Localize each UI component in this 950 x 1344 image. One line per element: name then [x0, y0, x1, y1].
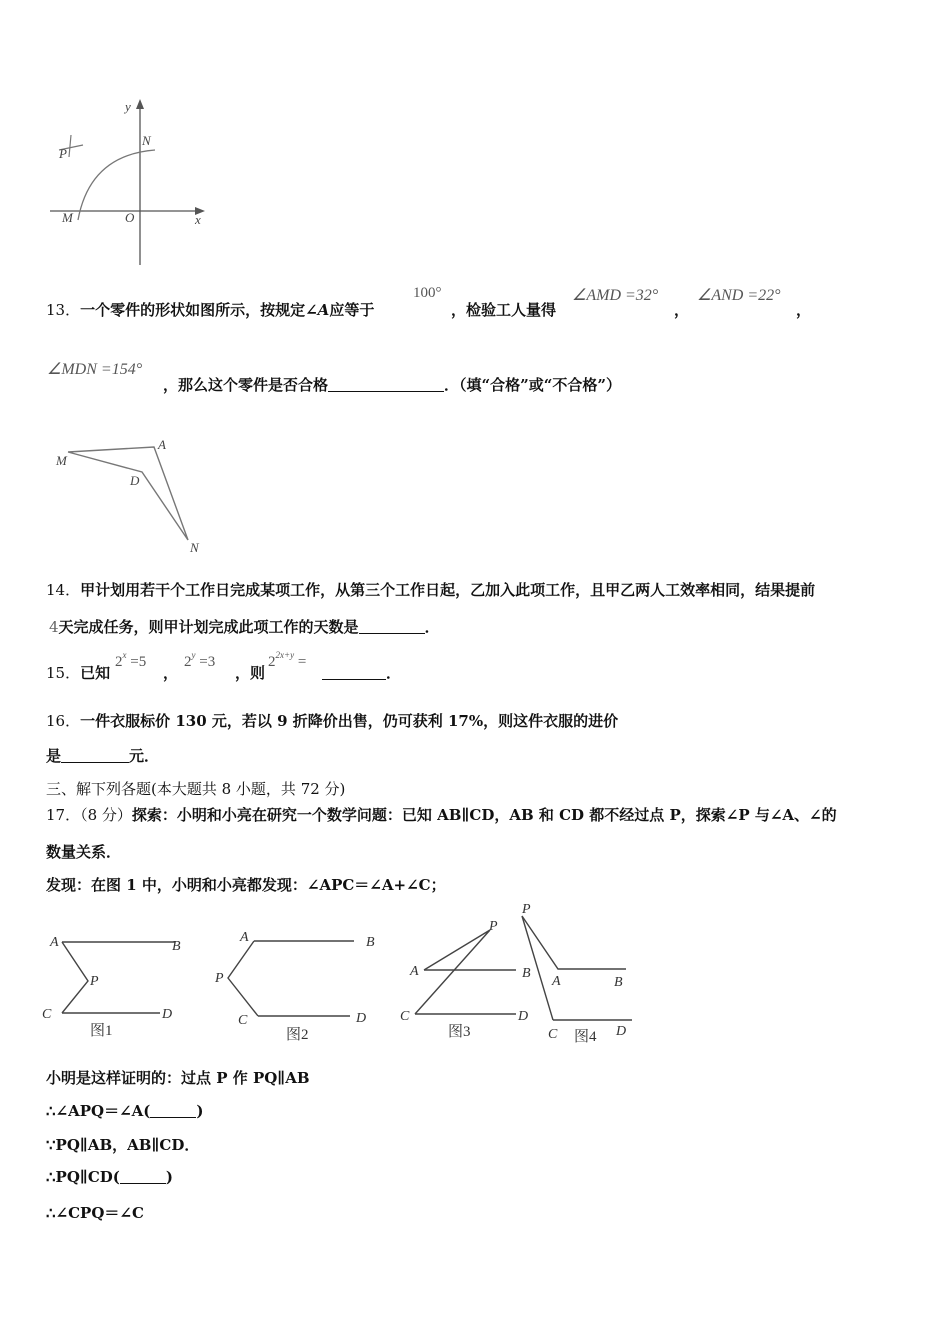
q17-proof2: ∴∠APQ＝∠A( ) [46, 1102, 204, 1120]
label-m: M [56, 453, 67, 468]
q15-expr1: $2^x =5$ [115, 650, 147, 670]
q17-text3: 发现：在图 1 中，小明和小亮都发现：∠APC＝∠A+∠C； [46, 876, 446, 894]
q13-line1 [46, 299, 374, 320]
q13-measure-and: ∠AND =22° [697, 287, 781, 304]
fig3-label-a: A [410, 964, 419, 979]
q13-measure-mdn: ∠MDN =154° [47, 361, 143, 378]
proof2-blank[interactable] [150, 1102, 196, 1118]
q16-line2 [46, 745, 159, 766]
label-y: y [125, 99, 131, 114]
q13-text2: 应等于 [329, 301, 375, 319]
fig3-label-c: C [400, 1009, 410, 1024]
q13-line2 [163, 374, 621, 395]
q17-proof4: ∴PQ∥CD( ) [46, 1168, 173, 1186]
fig1-label-c: C [42, 1007, 52, 1022]
q15-expr2: $2^y =3$ [184, 650, 216, 670]
fig1-label-d: D [162, 1007, 173, 1022]
q17-proof1: 小明是这样证明的：过点 P 作 PQ∥AB [46, 1069, 310, 1087]
q13-angle-required: 100° [413, 285, 442, 301]
fig4-caption: 图4 [574, 1029, 597, 1045]
q16-answer-blank[interactable] [61, 747, 129, 763]
q16-text2a: 是 [46, 747, 62, 765]
q16-line1 [46, 710, 618, 731]
q14-line2 [49, 616, 440, 637]
label-n: N [142, 133, 151, 148]
q15-number: 15． [46, 664, 81, 682]
fig2-label-a: A [240, 930, 249, 945]
q15-sep: ， [163, 664, 179, 682]
q17-proof3: ∵PQ∥AB，AB∥CD． [46, 1136, 200, 1154]
section3-title: 三、解下列各题(本大题共 8 小题，共 72 分) [46, 780, 346, 798]
q13-number: 13． [46, 301, 81, 319]
fig2-label-d: D [356, 1011, 367, 1026]
q15-answer [322, 662, 401, 683]
figure-1 [62, 942, 175, 1013]
q14-answer-blank[interactable] [359, 618, 425, 634]
fig4-label-b: B [614, 975, 623, 990]
arc-mn [78, 150, 155, 220]
fig2-label-p: P [215, 971, 224, 986]
q15-line [46, 662, 110, 683]
q15-text2: ，则 [235, 664, 266, 682]
q13-text4: ，那么这个零件是否合格 [163, 376, 329, 394]
arc-mark-p2 [69, 135, 71, 157]
fig1-caption: 图1 [90, 1023, 113, 1039]
coordinate-figure [45, 95, 225, 270]
q17-number: 17． [46, 806, 81, 824]
q13-angle-a: ∠A [305, 301, 330, 319]
figure-3 [415, 930, 516, 1014]
q13-answer-blank[interactable] [328, 376, 444, 392]
fig1-label-p: P [90, 974, 99, 989]
q17-score: （8 分） [80, 806, 132, 824]
fig2-label-b: B [366, 935, 375, 950]
q13-measure-amd: ∠AMD =32° [572, 287, 659, 304]
q14-text1: 甲计划用若干个工作日完成某项工作，从第三个工作日起，乙加入此项工作，且甲乙两人工效率相同，结果提前 [80, 581, 816, 599]
fig4-label-p: P [522, 902, 531, 917]
q13-sep2: ， [796, 301, 812, 319]
part-outline [68, 447, 188, 540]
fig3-label-b: B [522, 966, 531, 981]
label-m: M [62, 210, 73, 225]
fig3-label-p: P [489, 919, 498, 934]
label-n: N [190, 540, 199, 555]
fig3-caption: 图3 [448, 1024, 471, 1040]
q14-number: 14． [46, 581, 81, 599]
fig2-label-c: C [238, 1013, 248, 1028]
label-p: P [59, 146, 67, 161]
y-axis-arrow [136, 99, 144, 109]
q14-text2: 天完成任务，则甲计划完成此项工作的天数是 [58, 618, 359, 636]
q13-tail: ．（填“合格”或“不合格”） [444, 376, 622, 394]
q17-text1: 探索：小明和小亮在研究一个数学问题：已知 AB∥CD，AB 和 CD 都不经过点 P，探索∠P 与∠A、∠的 [131, 806, 837, 824]
q16-text1: 一件衣服标价 130 元，若以 9 折降价出售，仍可获利 17%，则这件衣服的进价 [80, 712, 619, 730]
figure-2 [228, 941, 354, 1016]
q13-text1: 一个零件的形状如图所示，按规定 [80, 301, 306, 319]
q15-expr3: $2^{2x+y}$ = [268, 650, 307, 670]
q16-text2b: 元． [129, 747, 160, 765]
label-x: x [195, 212, 201, 227]
q14-tail: ． [424, 618, 440, 636]
figure-4 [522, 916, 632, 1020]
q16-number: 16． [46, 712, 81, 730]
fig2-caption: 图2 [286, 1027, 309, 1043]
fig3-label-d: D [518, 1009, 529, 1024]
q15-text1: 已知 [80, 664, 111, 682]
part-figure [50, 435, 210, 560]
fig4-label-d: D [616, 1024, 627, 1039]
q15-answer-blank[interactable] [322, 664, 386, 680]
label-a: A [158, 437, 166, 452]
q17-figures [40, 898, 640, 1048]
q14-line1 [46, 579, 815, 600]
q13-sep1: ， [674, 301, 690, 319]
proof4-blank[interactable] [120, 1168, 166, 1184]
q14-number-4: 4 [49, 618, 59, 636]
fig1-label-b: B [172, 939, 181, 954]
q17-proof5: ∴∠CPQ＝∠C [46, 1204, 144, 1222]
q15-tail: ． [386, 664, 402, 682]
label-d: D [130, 473, 140, 488]
label-o: O [125, 210, 135, 225]
fig4-label-c: C [548, 1027, 558, 1042]
fig1-label-a: A [50, 935, 59, 950]
q17-line1 [46, 804, 837, 825]
fig4-label-a: A [552, 974, 561, 989]
q13-text3: ，检验工人量得 [451, 301, 557, 319]
q17-text2: 数量关系． [46, 843, 122, 861]
